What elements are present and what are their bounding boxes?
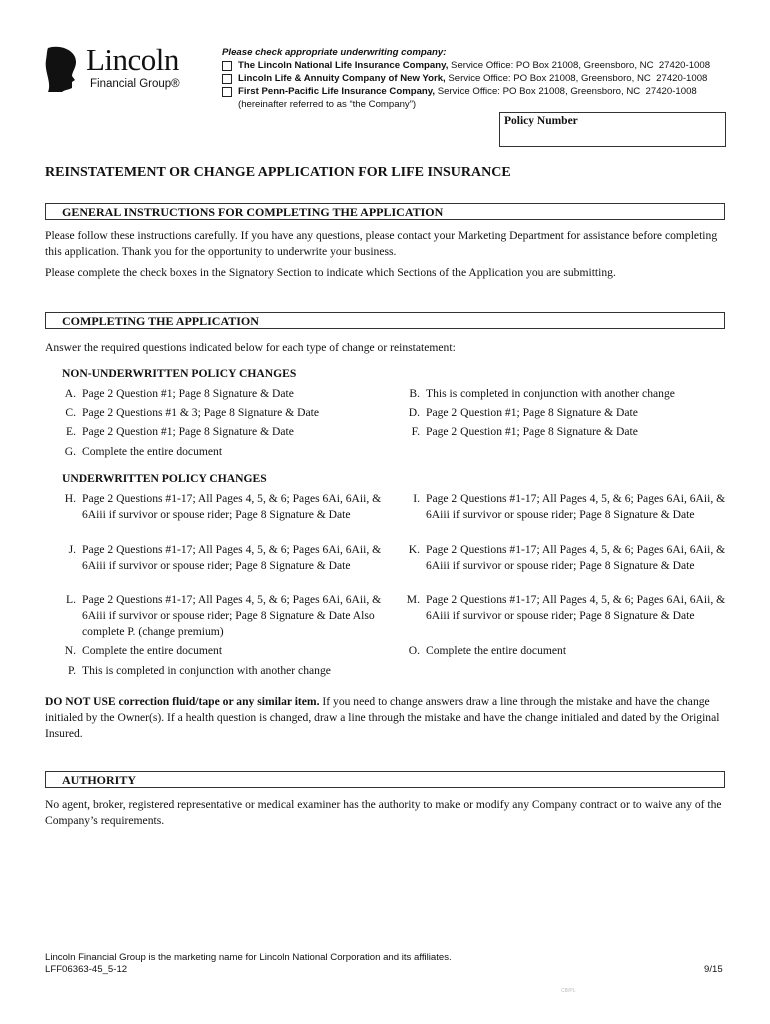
item-letter: E. bbox=[66, 425, 76, 438]
item-text: This is completed in conjunction with another change bbox=[82, 664, 331, 677]
lincoln-logo bbox=[42, 42, 202, 96]
company-checkbox[interactable] bbox=[222, 74, 232, 84]
section-header-label: COMPLETING THE APPLICATION bbox=[62, 314, 259, 328]
item-letter: A. bbox=[64, 387, 76, 400]
company-address: Service Office: PO Box 21008, Greensboro, NC 27420-1008 bbox=[445, 73, 708, 84]
correction-warning bbox=[45, 694, 729, 742]
section-header-general bbox=[45, 203, 725, 220]
item-text: Page 2 Question #1; Page 8 Signature & Date bbox=[82, 425, 294, 438]
footer-tiny-code: CB/PL bbox=[561, 988, 576, 994]
company-option bbox=[222, 59, 742, 72]
item-text: This is completed in conjunction with another change bbox=[426, 387, 675, 400]
policy-number-label: Policy Number bbox=[504, 115, 578, 127]
item-text: Page 2 Questions #1-17; All Pages 4, 5, & 6; Pages 6Ai, 6Aii, & 6Aiii if survivor or spouse rider; Page 8 Signature & Date bbox=[426, 593, 726, 622]
company-option bbox=[222, 85, 742, 98]
item-letter: F. bbox=[411, 425, 420, 438]
non-underwritten-heading: NON-UNDERWRITTEN POLICY CHANGES bbox=[62, 367, 297, 380]
general-paragraph-1: Please follow these instructions carefully. If you have any questions, please contact your Marketing Department for assistance before completing this application. Thank you for the opportunity to underwrite your business. bbox=[45, 229, 718, 258]
section-header-label: AUTHORITY bbox=[62, 773, 137, 787]
footer-date: 9/15 bbox=[704, 964, 723, 975]
lincoln-head-icon bbox=[42, 46, 82, 94]
item-letter: M. bbox=[406, 593, 420, 606]
company-checkbox[interactable] bbox=[222, 87, 232, 97]
item-text: Page 2 Questions #1-17; All Pages 4, 5, & 6; Pages 6Ai, 6Aii, & 6Aiii if survivor or spouse rider; Page 8 Signature & Date bbox=[426, 492, 726, 521]
company-heading: Please check appropriate underwriting company: bbox=[222, 47, 447, 58]
item-text: Page 2 Questions #1-17; All Pages 4, 5, & 6; Pages 6Ai, 6Aii, & 6Aiii if survivor or spouse rider; Page 8 Signature & Date bbox=[426, 543, 726, 572]
item-letter: C. bbox=[65, 406, 76, 419]
footer-marketing-note: Lincoln Financial Group is the marketing name for Lincoln National Corporation and its affiliates. bbox=[45, 952, 452, 963]
item-letter: O. bbox=[408, 644, 420, 657]
company-checkbox[interactable] bbox=[222, 61, 232, 71]
section-header-completing bbox=[45, 312, 725, 329]
item-text: Complete the entire document bbox=[82, 644, 223, 657]
item-letter: L. bbox=[66, 593, 76, 606]
policy-number-field[interactable] bbox=[499, 112, 726, 147]
company-address: Service Office: PO Box 21008, Greensboro, NC 27420-1008 bbox=[435, 86, 697, 97]
correction-warning-text: If you need to change answers draw a line through the mistake and have the change initialed by the Owner(s). If a health question is changed, draw a line through the mistake and have the change initialed and dated by the Original Insured. bbox=[45, 695, 720, 740]
authority-text: No agent, broker, registered representative or medical examiner has the authority to make or modify any Company contract or to waive any of the Company’s requirements. bbox=[45, 798, 722, 827]
item-letter: J. bbox=[68, 543, 76, 556]
item-letter: B. bbox=[409, 387, 420, 400]
company-note: (hereinafter referred to as “the Company”) bbox=[238, 99, 417, 110]
item-letter: H. bbox=[64, 492, 76, 505]
item-letter: N. bbox=[64, 644, 76, 657]
item-text: Page 2 Question #1; Page 8 Signature & Date bbox=[426, 406, 638, 419]
logo-subtitle: Financial Group® bbox=[90, 78, 180, 90]
item-text: Page 2 Questions #1-17; All Pages 4, 5, & 6; Pages 6Ai, 6Aii, & 6Aiii if survivor or spouse rider; Page 8 Signature & Date bbox=[82, 543, 382, 572]
company-selection bbox=[222, 46, 742, 111]
company-name: First Penn-Pacific Life Insurance Company, bbox=[238, 86, 436, 97]
item-text: Complete the entire document bbox=[426, 644, 567, 657]
item-letter: P. bbox=[67, 664, 76, 677]
item-text: Page 2 Questions #1 & 3; Page 8 Signature & Date bbox=[82, 406, 319, 419]
item-text: Complete the entire document bbox=[82, 445, 223, 458]
completing-intro: Answer the required questions indicated below for each type of change or reinstatement: bbox=[45, 341, 456, 354]
underwritten-heading: UNDERWRITTEN POLICY CHANGES bbox=[62, 472, 267, 485]
company-address: Service Office: PO Box 21008, Greensboro, NC 27420-1008 bbox=[448, 60, 711, 71]
company-name: The Lincoln National Life Insurance Company, bbox=[238, 60, 449, 71]
item-text: Page 2 Question #1; Page 8 Signature & Date bbox=[82, 387, 294, 400]
item-letter: D. bbox=[408, 406, 420, 419]
item-text: Page 2 Question #1; Page 8 Signature & Date bbox=[426, 425, 638, 438]
footer-form-number: LFF06363-45_5-12 bbox=[45, 964, 128, 975]
item-text: Page 2 Questions #1-17; All Pages 4, 5, & 6; Pages 6Ai, 6Aii, & 6Aiii if survivor or spouse rider; Page 8 Signature & Date bbox=[82, 492, 382, 521]
logo-wordmark: Lincoln bbox=[86, 42, 179, 77]
item-text: Page 2 Questions #1-17; All Pages 4, 5, & 6; Pages 6Ai, 6Aii, & 6Aiii if survivor or spouse rider; Page 8 Signature & Date Also complete P. (change premium) bbox=[82, 593, 382, 638]
correction-warning-bold: DO NOT USE correction fluid/tape or any similar item. bbox=[45, 695, 320, 708]
item-letter: G. bbox=[64, 445, 76, 458]
company-option bbox=[222, 72, 742, 85]
item-letter: K. bbox=[408, 543, 420, 556]
section-header-label: GENERAL INSTRUCTIONS FOR COMPLETING THE APPLICATION bbox=[62, 205, 444, 219]
section-header-authority bbox=[45, 771, 725, 788]
item-letter: I. bbox=[413, 492, 420, 505]
company-name: Lincoln Life & Annuity Company of New York, bbox=[238, 73, 446, 84]
general-paragraph-2: Please complete the check boxes in the Signatory Section to indicate which Sections of the Application you are submitting. bbox=[45, 266, 616, 279]
page-title: REINSTATEMENT OR CHANGE APPLICATION FOR LIFE INSURANCE bbox=[45, 165, 511, 180]
